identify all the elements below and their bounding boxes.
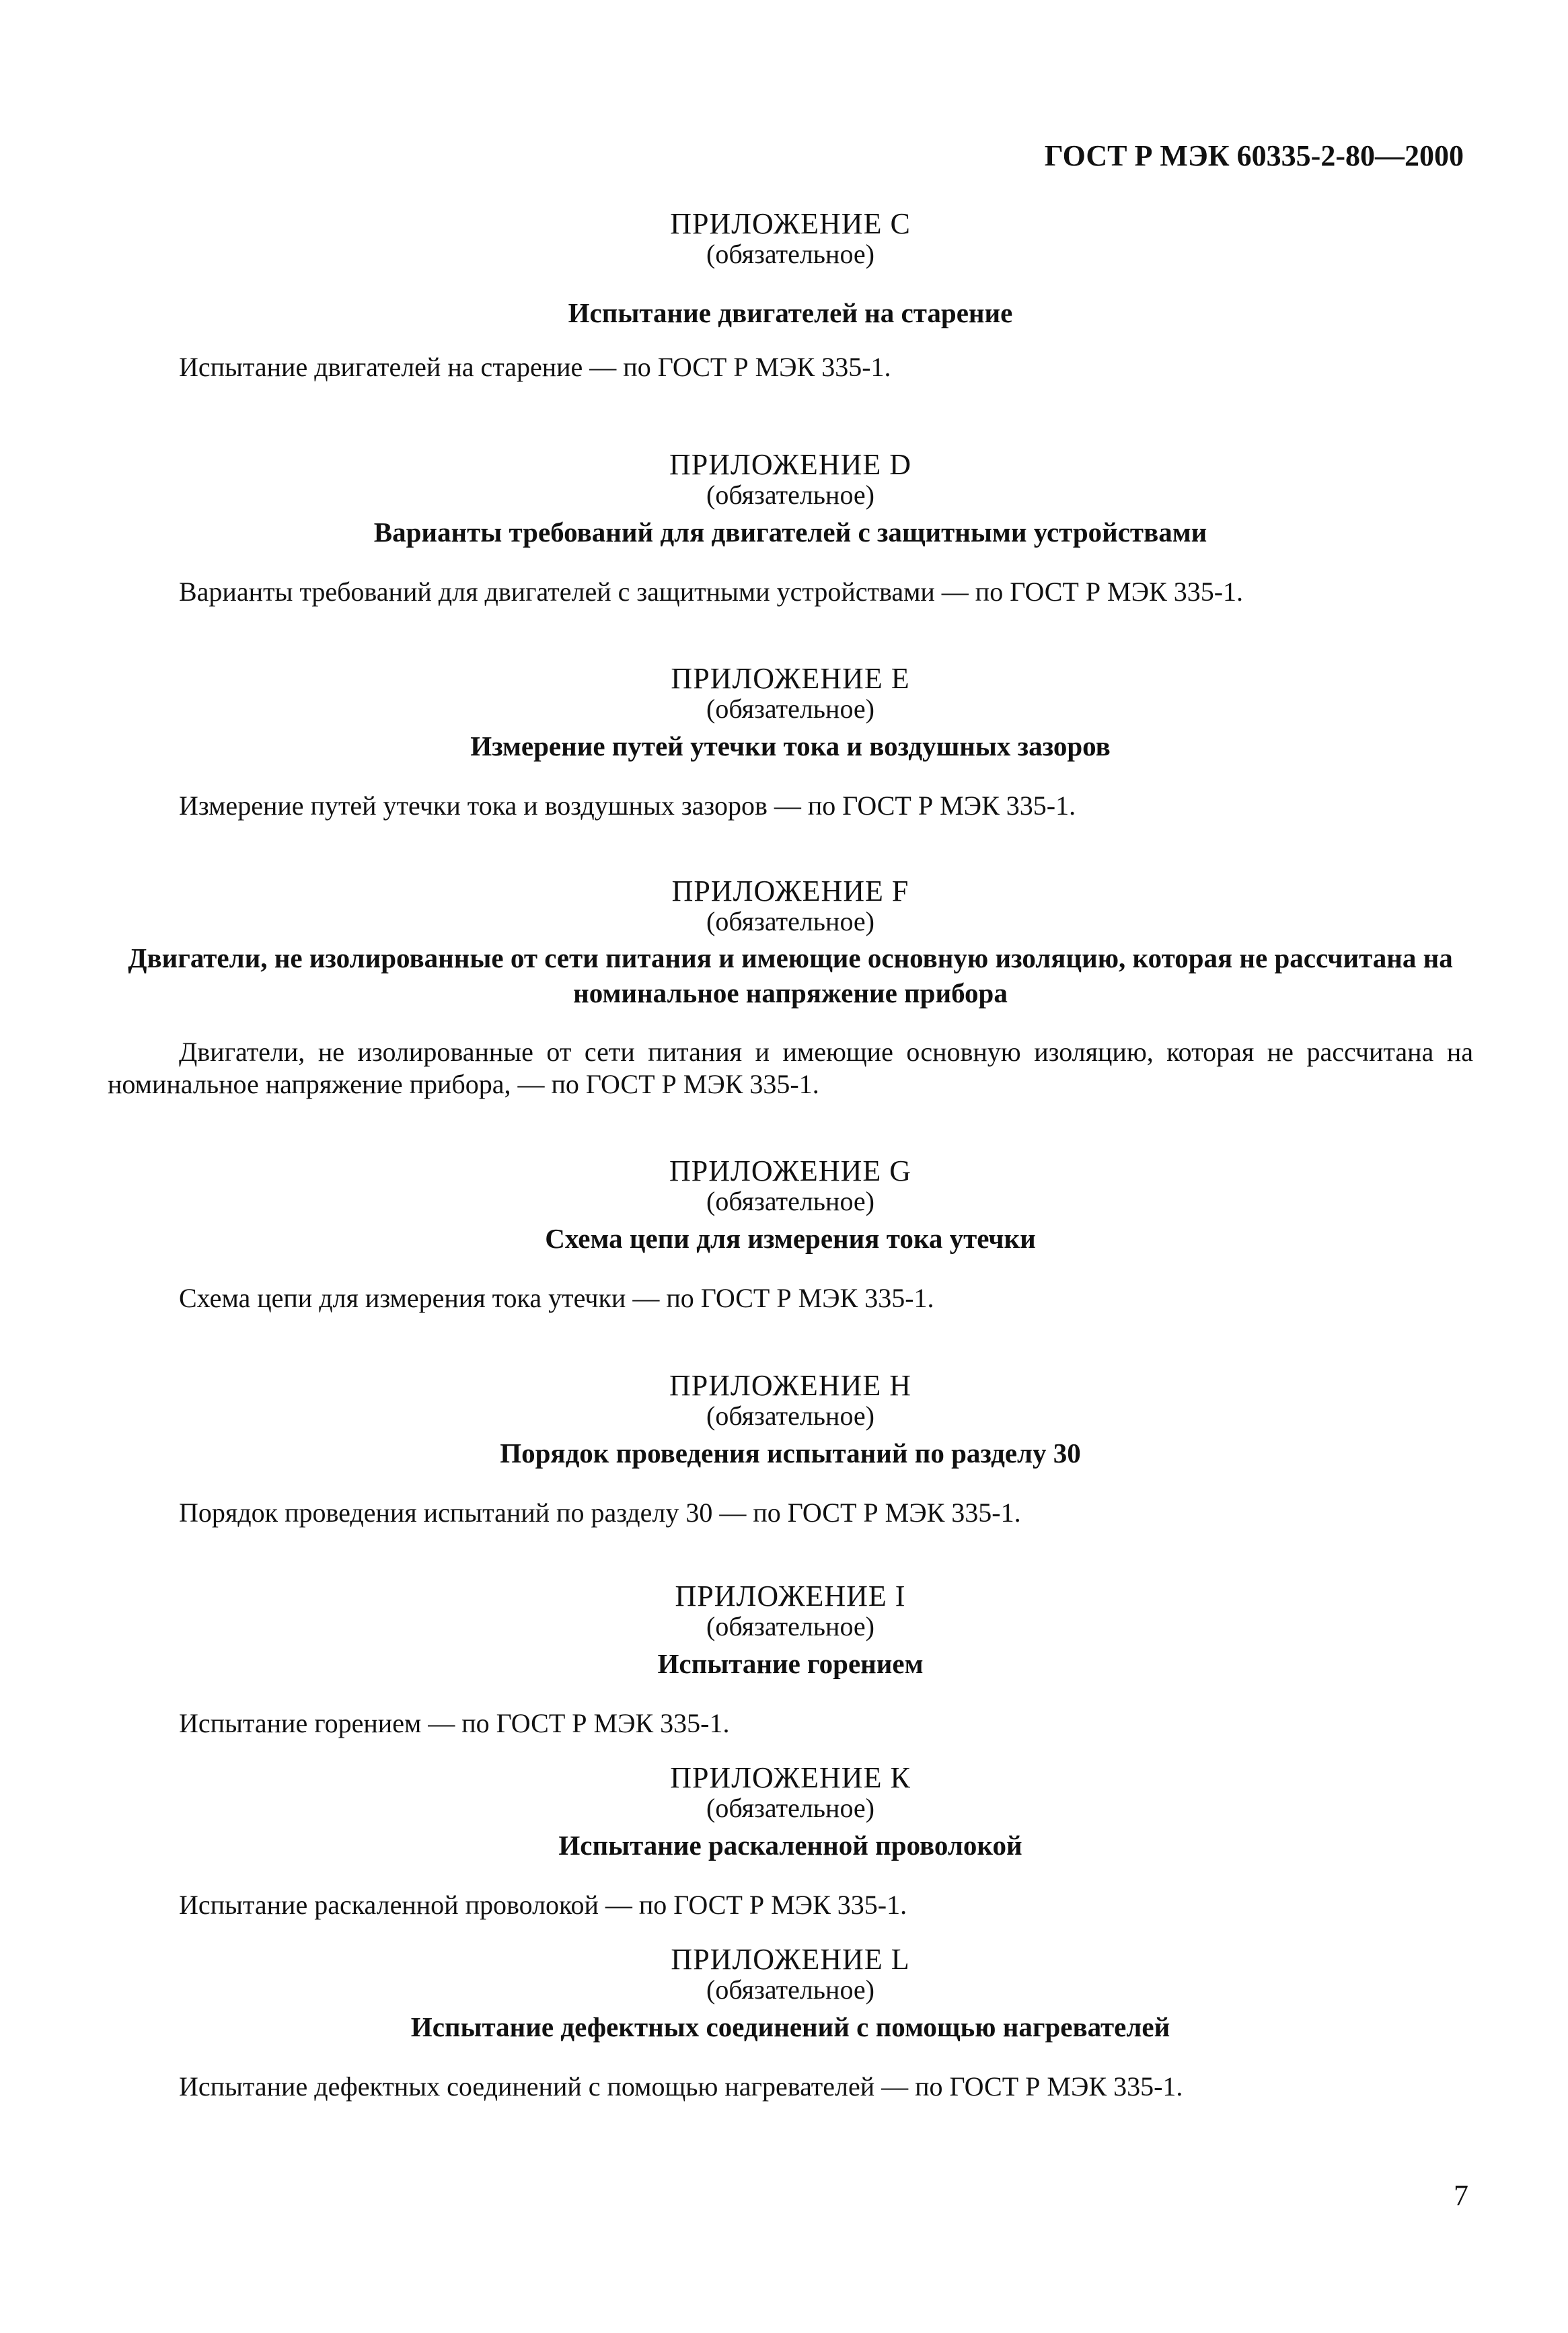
annex-body: Испытание горением — по ГОСТ Р МЭК 335-1.	[179, 1708, 730, 1738]
page-number: 7	[1454, 2179, 1468, 2212]
annex-status: (обязательное)	[706, 906, 874, 936]
annex-title: Схема цепи для измерения тока утечки	[545, 1223, 1036, 1254]
annex-status: (обязательное)	[706, 694, 874, 724]
annex-body: Испытание раскаленной проволокой — по ГОСТ Р МЭК 335-1.	[179, 1890, 907, 1920]
annex-title: Испытание дефектных соединений с помощью нагревателей	[410, 2011, 1170, 2042]
annex-g	[108, 1156, 1473, 1341]
annex-label: ПРИЛОЖЕНИЕ С	[670, 207, 911, 240]
annex-i	[108, 1581, 1473, 1767]
annex-title: Измерение путей утечки тока и воздушных зазоров	[470, 731, 1111, 762]
annex-title: Варианты требований для двигателей с защитными устройствами	[373, 517, 1207, 548]
annex-status: (обязательное)	[706, 1186, 874, 1216]
annex-body: Порядок проведения испытаний по разделу 30 — по ГОСТ Р МЭК 335-1.	[179, 1497, 1021, 1528]
annex-label: ПРИЛОЖЕНИЕ D	[669, 448, 912, 481]
annex-body: Двигатели, не изолированные от сети питания и имеющие основную изоляцию, которая не рассчитана на номинальное напряжение прибора, — по ГОСТ Р МЭК 335-1.	[108, 1037, 1473, 1099]
annex-title: Испытание раскаленной проволокой	[558, 1830, 1022, 1861]
annex-label: ПРИЛОЖЕНИЕ Н	[669, 1369, 912, 1402]
annex-status: (обязательное)	[706, 239, 874, 269]
annex-title: Испытание двигателей на старение	[568, 297, 1013, 328]
annex-label: ПРИЛОЖЕНИЕ Е	[671, 662, 910, 695]
annex-body: Испытание двигателей на старение — по ГОСТ Р МЭК 335-1.	[179, 352, 891, 382]
annex-title: Двигатели, не изолированные от сети питания и имеющие основную изоляцию, которая не рассчитана на номинальное напряжение прибора	[128, 942, 1453, 1008]
annex-label: ПРИЛОЖЕНИЕ L	[671, 1943, 910, 1976]
document-code: ГОСТ Р МЭК 60335-2-80—2000	[1044, 139, 1464, 172]
annex-f	[108, 876, 1473, 1127]
annex-c	[108, 209, 1473, 410]
annex-status: (обязательное)	[706, 480, 874, 510]
annex-label: ПРИЛОЖЕНИЕ F	[671, 875, 909, 908]
annex-h	[108, 1370, 1473, 1556]
annex-status: (обязательное)	[706, 1401, 874, 1431]
annex-d	[108, 449, 1473, 635]
annex-body: Испытание дефектных соединений с помощью нагревателей — по ГОСТ Р МЭК 335-1.	[179, 2071, 1183, 2102]
annex-title: Испытание горением	[657, 1648, 924, 1679]
annex-label: ПРИЛОЖЕНИЕ G	[669, 1154, 912, 1187]
annex-title: Порядок проведения испытаний по разделу 30	[500, 1438, 1081, 1469]
annex-label: ПРИЛОЖЕНИЕ К	[670, 1761, 911, 1794]
annex-body: Варианты требований для двигателей с защитными устройствами — по ГОСТ Р МЭК 335-1.	[179, 577, 1244, 607]
annex-label: ПРИЛОЖЕНИЕ I	[675, 1580, 906, 1613]
annex-status: (обязательное)	[706, 1611, 874, 1641]
annex-k	[108, 1763, 1473, 1948]
annex-l	[108, 1944, 1473, 2130]
annex-status: (обязательное)	[706, 1793, 874, 1823]
annex-e	[108, 663, 1473, 849]
annex-status: (обязательное)	[706, 1974, 874, 2005]
annex-body: Измерение путей утечки тока и воздушных зазоров — по ГОСТ Р МЭК 335-1.	[179, 790, 1076, 821]
annex-body: Схема цепи для измерения тока утечки — по ГОСТ Р МЭК 335-1.	[179, 1283, 934, 1313]
